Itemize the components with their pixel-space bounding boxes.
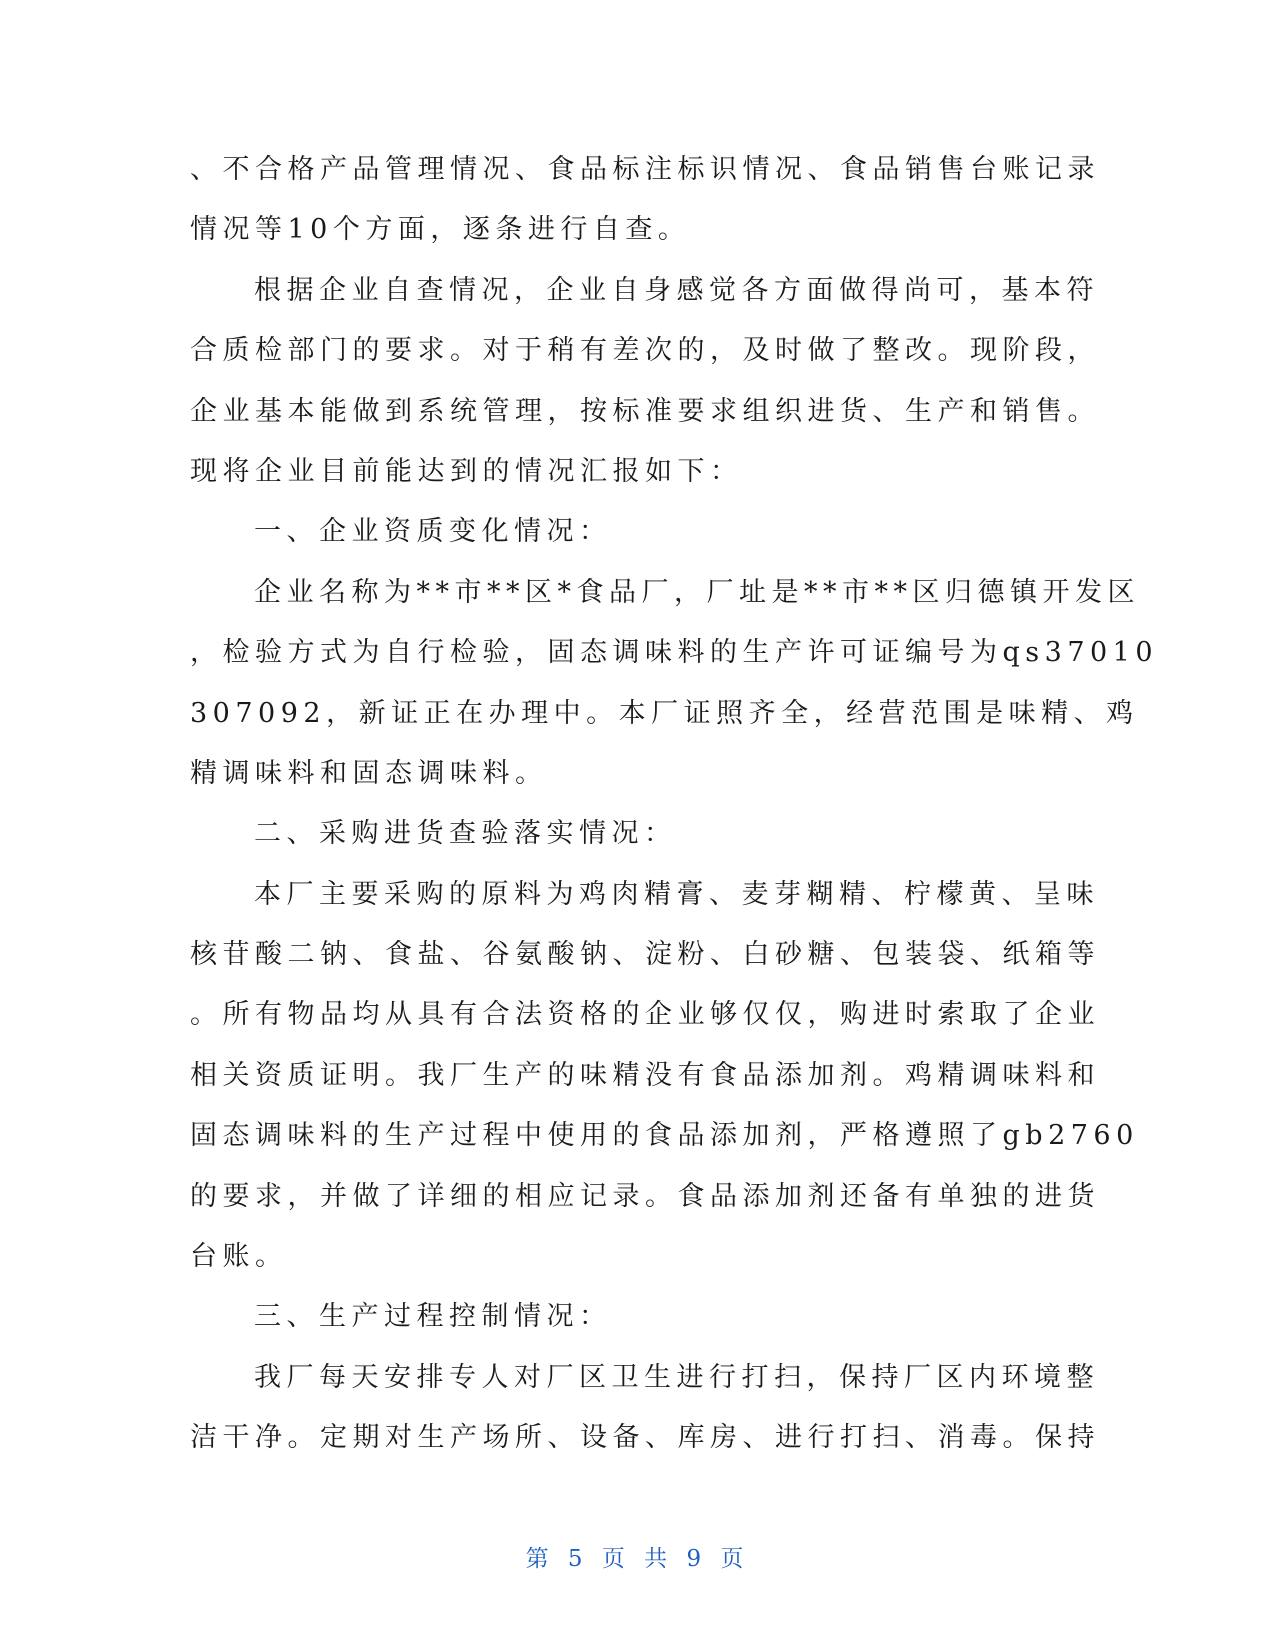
document-body — [190, 140, 1159, 1469]
text-line-22: 洁干净。定期对生产场所、设备、库房、进行打扫、消毒。保持 — [190, 1422, 1100, 1454]
text-line-8: 企业名称为**市**区*食品厂，厂址是**市**区归德镇开发区 — [254, 576, 1140, 608]
section-heading-1: 一、企业资质变化情况： — [254, 516, 612, 548]
text-line-19: 台账。 — [190, 1241, 288, 1273]
text-line-3: 根据企业自查情况，企业自身感觉各方面做得尚可，基本符 — [254, 274, 1099, 306]
text-line-17: 固态调味料的生产过程中使用的食品添加剂，严格遵照了gb2760 — [190, 1120, 1139, 1152]
text-line-2: 情况等10个方面，逐条进行自查。 — [190, 214, 691, 246]
text-line-1: 、不合格产品管理情况、食品标注标识情况、食品销售台账记录 — [190, 154, 1100, 185]
section-heading-2: 二、采购进货查验落实情况： — [254, 818, 677, 850]
text-line-16: 相关资质证明。我厂生产的味精没有食品添加剂。鸡精调味料和 — [190, 1059, 1100, 1091]
text-line-14: 核苷酸二钠、食盐、谷氨酸钠、淀粉、白砂糖、包装袋、纸箱等 — [190, 939, 1100, 971]
text-line-15: 。所有物品均从具有合法资格的企业够仅仅，购进时索取了企业 — [190, 999, 1100, 1031]
text-line-11: 精调味料和固态调味料。 — [190, 757, 548, 789]
text-line-5: 企业基本能做到系统管理，按标准要求组织进货、生产和销售。 — [190, 395, 1100, 427]
text-line-9: ，检验方式为自行检验，固态调味料的生产许可证编号为qs37010 — [190, 637, 1159, 669]
section-heading-3: 三、生产过程控制情况： — [254, 1301, 612, 1333]
text-line-10: 307092，新证正在办理中。本厂证照齐全，经营范围是味精、鸡 — [190, 697, 1139, 729]
text-line-4: 合质检部门的要求。对于稍有差次的，及时做了整改。现阶段， — [190, 335, 1100, 367]
page-number-footer: 第 5 页 共 9 页 — [525, 1546, 750, 1572]
text-line-6: 现将企业目前能达到的情况汇报如下： — [190, 455, 743, 487]
text-line-13: 本厂主要采购的原料为鸡肉精膏、麦芽糊精、柠檬黄、呈味 — [254, 878, 1099, 910]
text-line-18: 的要求，并做了详细的相应记录。食品添加剂还备有单独的进货 — [190, 1180, 1100, 1212]
text-line-21: 我厂每天安排专人对厂区卫生进行打扫，保持厂区内环境整 — [254, 1361, 1099, 1393]
